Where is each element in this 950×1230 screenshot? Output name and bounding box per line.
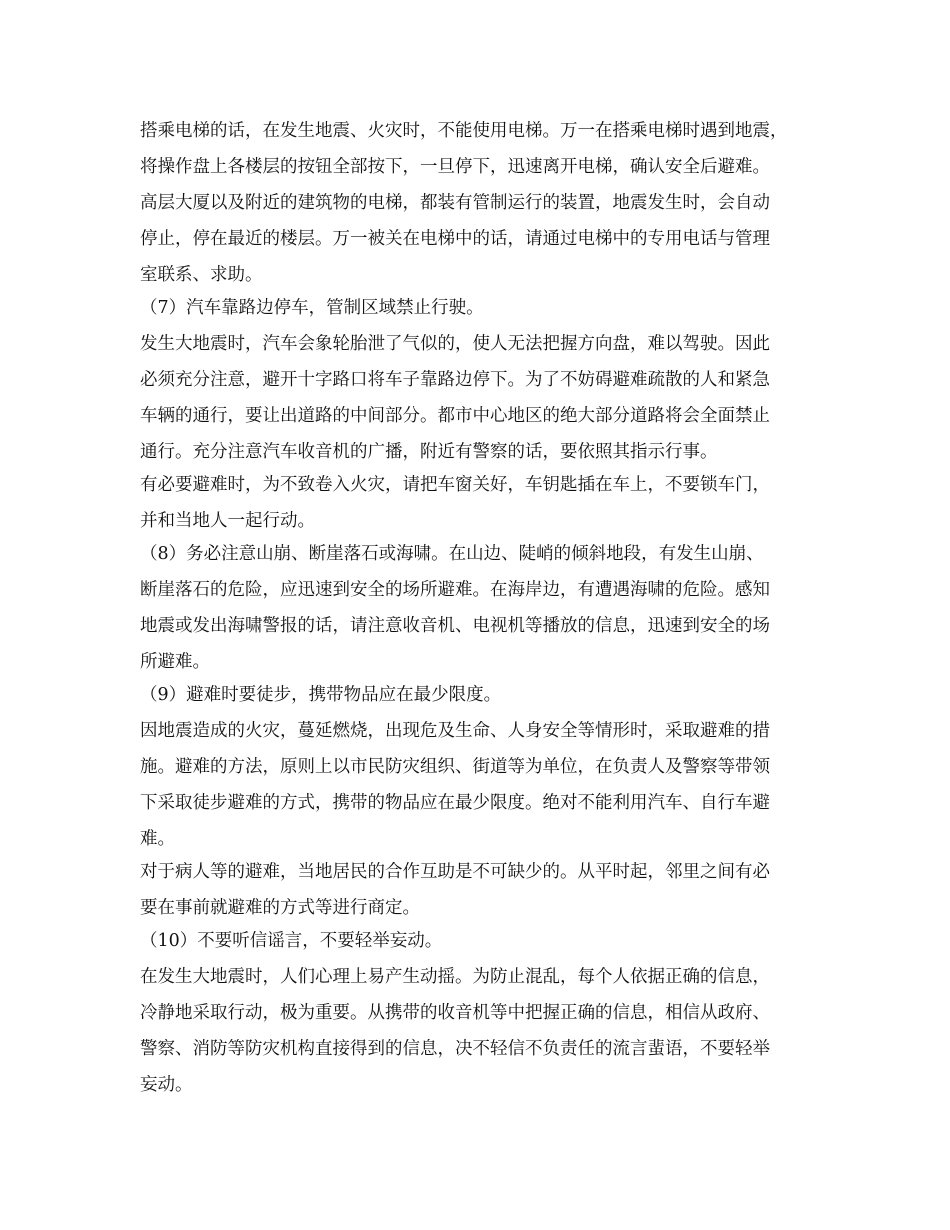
text-line: 施。避难的方法，原则上以市民防灾组织、街道等为单位，在负责人及警察等带领: [140, 757, 770, 777]
section-heading-8: （8）务必注意山崩、断崖落石或海啸。在山边、陡峭的倾斜地段，有发生山崩、: [140, 544, 764, 564]
text-line: 地震或发出海啸警报的话，请注意收音机、电视机等播放的信息，迅速到安全的场: [140, 616, 770, 636]
text-line: 室联系、求助。: [140, 265, 263, 285]
text-line: 并和当地人一起行动。: [140, 511, 315, 531]
text-line: 车辆的通行，要让出道路的中间部分。都市中心地区的绝大部分道路将会全面禁止: [140, 406, 770, 426]
text-line: 因地震造成的火灾，蔓延燃烧，出现危及生命、人身安全等情形时，采取避难的措: [140, 721, 770, 741]
text-line: 搭乘电梯的话，在发生地震、火灾时，不能使用电梯。万一在搭乘电梯时遇到地震，: [140, 121, 788, 141]
text-line: 在发生大地震时，人们心理上易产生动摇。为防止混乱，每个人依据正确的信息，: [140, 967, 770, 987]
text-line: 必须充分注意，避开十字路口将车子靠路边停下。为了不妨碍避难疏散的人和紧急: [140, 370, 770, 390]
text-line: 断崖落石的危险，应迅速到安全的场所避难。在海岸边，有遭遇海啸的危险。感知: [140, 580, 770, 600]
text-line: 警察、消防等防灾机构直接得到的信息，决不轻信不负责任的流言蜚语，不要轻举: [140, 1039, 770, 1059]
text-line: 对于病人等的避难，当地居民的合作互助是不可缺少的。从平时起，邻里之间有必: [140, 862, 770, 882]
text-line: 通行。充分注意汽车收音机的广播，附近有警察的话，要依照其指示行事。: [140, 442, 718, 462]
text-line: 要在事前就避难的方式等进行商定。: [140, 898, 420, 918]
text-line: 有必要避难时，为不致卷入火灾，请把车窗关好，车钥匙插在车上，不要锁车门，: [140, 475, 770, 495]
text-line: 停止，停在最近的楼层。万一被关在电梯中的话，请通过电梯中的专用电话与管理: [140, 229, 770, 249]
text-line: 高层大厦以及附近的建筑物的电梯，都装有管制运行的装置，地震发生时，会自动: [140, 193, 770, 213]
text-line: 妄动。: [140, 1075, 193, 1095]
section-heading-7: （7）汽车靠路边停车，管制区域禁止行驶。: [140, 298, 484, 318]
text-line: 下采取徒步避难的方式，携带的物品应在最少限度。绝对不能利用汽车、自行车避: [140, 793, 770, 813]
section-heading-9: （9）避难时要徒步，携带物品应在最少限度。: [140, 685, 502, 705]
text-line: 将操作盘上各楼层的按钮全部按下，一旦停下，迅速离开电梯，确认安全后避难。: [140, 157, 770, 177]
section-heading-10: （10）不要听信谣言，不要轻举妄动。: [140, 931, 443, 951]
text-line: 所避难。: [140, 652, 210, 672]
text-line: 难。: [140, 829, 175, 849]
text-line: 发生大地震时，汽车会象轮胎泄了气似的，使人无法把握方向盘，难以驾驶。因此: [140, 334, 770, 354]
text-line: 冷静地采取行动，极为重要。从携带的收音机等中把握正确的信息，相信从政府、: [140, 1003, 770, 1023]
